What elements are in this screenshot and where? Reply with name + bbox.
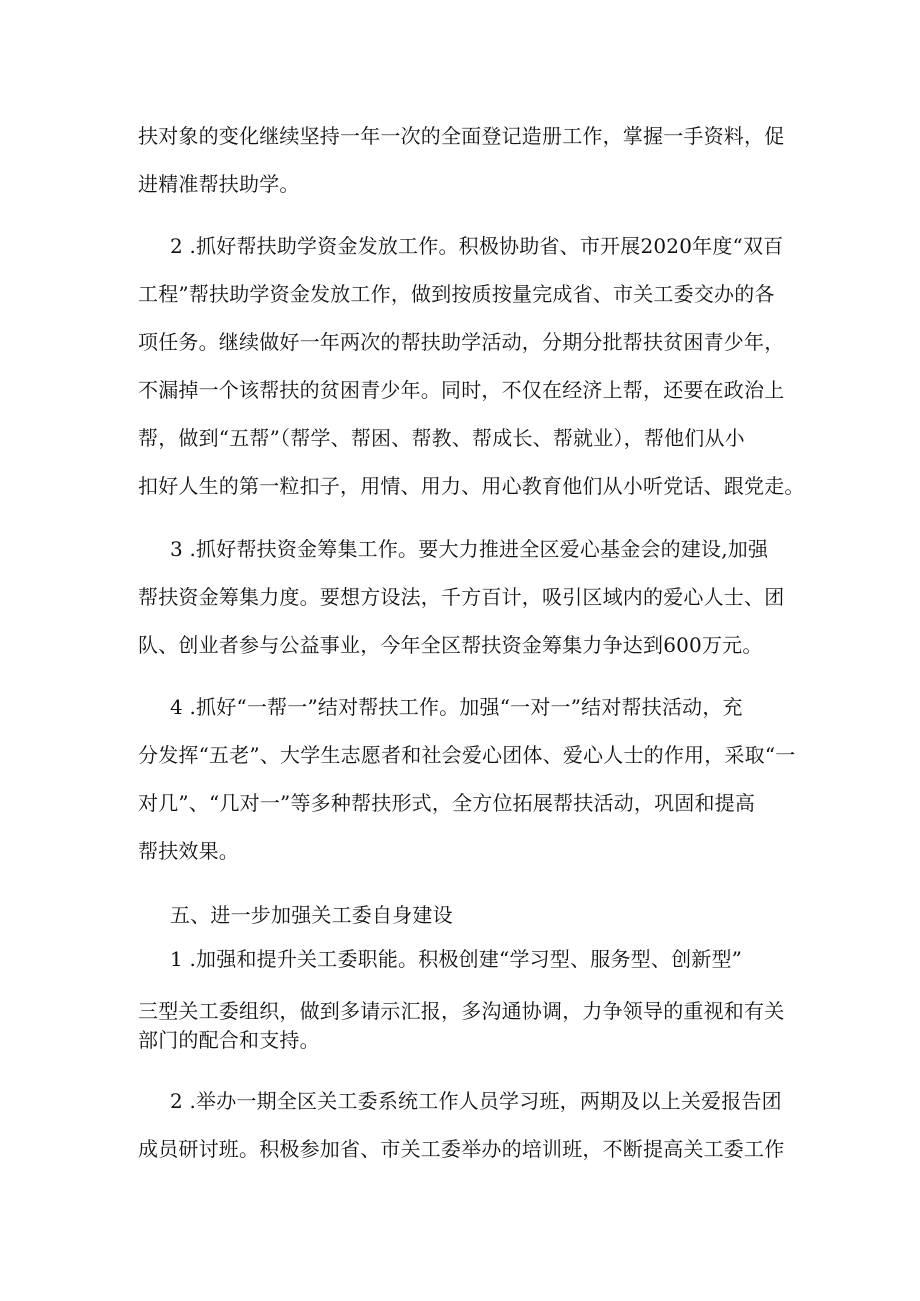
text-line: 成员研讨班。积极参加省、市关工委举办的培训班，不断提高关工委工作 [138, 1137, 785, 1161]
paragraph-2-start: 2 .抓好帮扶助学资金发放工作。积极协助省、市开展2020年度“双百 [170, 234, 784, 258]
text-line: 三型关工委组织，做到多请示汇报，多沟通协调，力争领导的重视和有关 [138, 999, 785, 1023]
text-line: 扶对象的变化继续坚持一年一次的全面登记造册工作，掌握一手资料，促 [138, 124, 785, 148]
paragraph-2b-start: 2 .举办一期全区关工委系统工作人员学习班，两期及以上关爱报告团 [170, 1089, 782, 1113]
text-line: 队、创业者参与公益事业，今年全区帮扶资金筹集力争达到600万元。 [138, 633, 763, 657]
section-heading: 五、进一步加强关工委自身建设 [170, 903, 453, 927]
text-line: 部门的配合和支持。 [138, 1028, 320, 1052]
text-line: 不漏掉一个该帮扶的贫困青少年。同时，不仅在经济上帮，还要在政治上 [138, 378, 785, 402]
text-line: 对几”、“几对一”等多种帮扶形式，全方位拓展帮扶活动，巩固和提高 [138, 791, 756, 815]
text-line: 项任务。继续做好一年两次的帮扶助学活动，分期分批帮扶贫困青少年， [138, 330, 785, 354]
text-line: 工程”帮扶助学资金发放工作，做到按质按量完成省、市关工委交办的各 [138, 282, 775, 306]
text-line: 扣好人生的第一粒扣子，用情、用力、用心教育他们从小听党话、跟党走。 [138, 474, 805, 498]
text-line: 进精准帮扶助学。 [138, 172, 300, 196]
text-line: 帮扶效果。 [138, 839, 239, 863]
text-line: 分发挥“五老”、大学生志愿者和社会爱心团体、爱心人士的作用，采取“一 [138, 743, 796, 767]
text-line: 帮，做到“五帮”（帮学、帮困、帮教、帮成长、帮就业），帮他们从小 [138, 426, 745, 450]
paragraph-4-start: 4 .抓好“一帮一”结对帮扶工作。加强“一对一”结对帮扶活动，充 [170, 695, 743, 719]
paragraph-3-start: 3 .抓好帮扶资金筹集工作。要大力推进全区爱心基金会的建设,加强 [170, 537, 769, 561]
text-line: 帮扶资金筹集力度。要想方设法，千方百计，吸引区域内的爱心人士、团 [138, 585, 785, 609]
paragraph-1-start: 1 .加强和提升关工委职能。积极创建“学习型、服务型、创新型” [170, 947, 743, 971]
